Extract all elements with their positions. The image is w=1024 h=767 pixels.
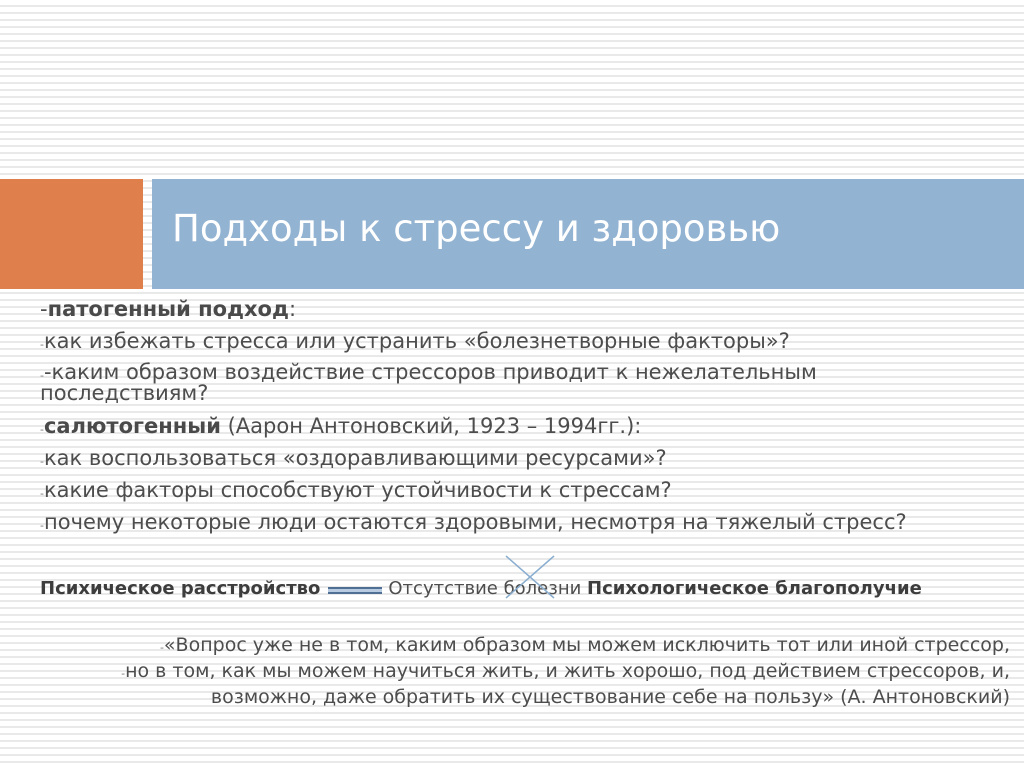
line-text: последствиям? xyxy=(40,381,209,405)
cross-out-icon xyxy=(500,552,560,602)
mental-disorder-label: Психическое расстройство xyxy=(40,578,321,599)
accent-block xyxy=(0,179,143,289)
line-healthy-people xyxy=(40,510,907,538)
absence-of-disease-label: Отсутствие болезни xyxy=(388,578,582,599)
bullet-dash: - xyxy=(40,369,44,382)
line-text: как избежать стресса или устранить «болезнетворные факторы»? xyxy=(43,329,790,353)
line-text: как воспользоваться «оздоравливающими ресурсами»? xyxy=(43,446,667,470)
line-resources xyxy=(40,446,667,474)
line-text: какие факторы способствуют устойчивости к стрессам? xyxy=(43,478,672,502)
pathogenic-heading: патогенный подход xyxy=(47,297,289,321)
line-text: -каким образом воздействие стрессоров приводит к нежелательным xyxy=(43,360,817,384)
salutogenic-heading: салютогенный xyxy=(43,414,221,438)
bullet-dash: - xyxy=(121,667,126,680)
bullet-dash: - xyxy=(40,423,44,436)
line-text: : xyxy=(288,297,297,321)
quote-line-3 xyxy=(211,686,1010,708)
line-salutogenic xyxy=(40,414,641,442)
line-avoid-stress xyxy=(40,329,790,357)
bullet-dash: - xyxy=(159,641,164,654)
line-resilience xyxy=(40,478,672,506)
dash: - xyxy=(40,297,48,321)
wellbeing-label: Психологическое благополучие xyxy=(587,578,922,599)
bullet-dash: - xyxy=(40,519,44,532)
slide-title: Подходы к стрессу и здоровью xyxy=(172,207,781,250)
bullet-dash: - xyxy=(40,487,44,500)
quote-line-1 xyxy=(160,634,1010,656)
line-text: (Аарон Антоновский, 1923 – 1994гг.): xyxy=(220,414,642,438)
line-text: почему некоторые люди остаются здоровыми, несмотря на тяжелый стресс? xyxy=(43,510,907,534)
quote-text: но в том, как мы можем научиться жить, и жить хорошо, под действием стрессоров, и, xyxy=(125,660,1010,682)
quote-line-2 xyxy=(121,660,1010,682)
quote-text: возможно, даже обратить их существование себе на пользу» (А. Антоновский) xyxy=(210,686,1010,708)
bullet-dash: - xyxy=(40,455,44,468)
bullet-dash: - xyxy=(40,338,44,351)
comparison-row xyxy=(40,578,922,599)
equals-line-icon xyxy=(328,587,382,594)
line-stressor-impact-cont xyxy=(40,382,208,404)
title-bar xyxy=(152,179,1024,289)
line-pathogenic xyxy=(40,297,296,321)
quote-text: «Вопрос уже не в том, каким образом мы можем исключить тот или иной стрессор, xyxy=(163,634,1010,656)
